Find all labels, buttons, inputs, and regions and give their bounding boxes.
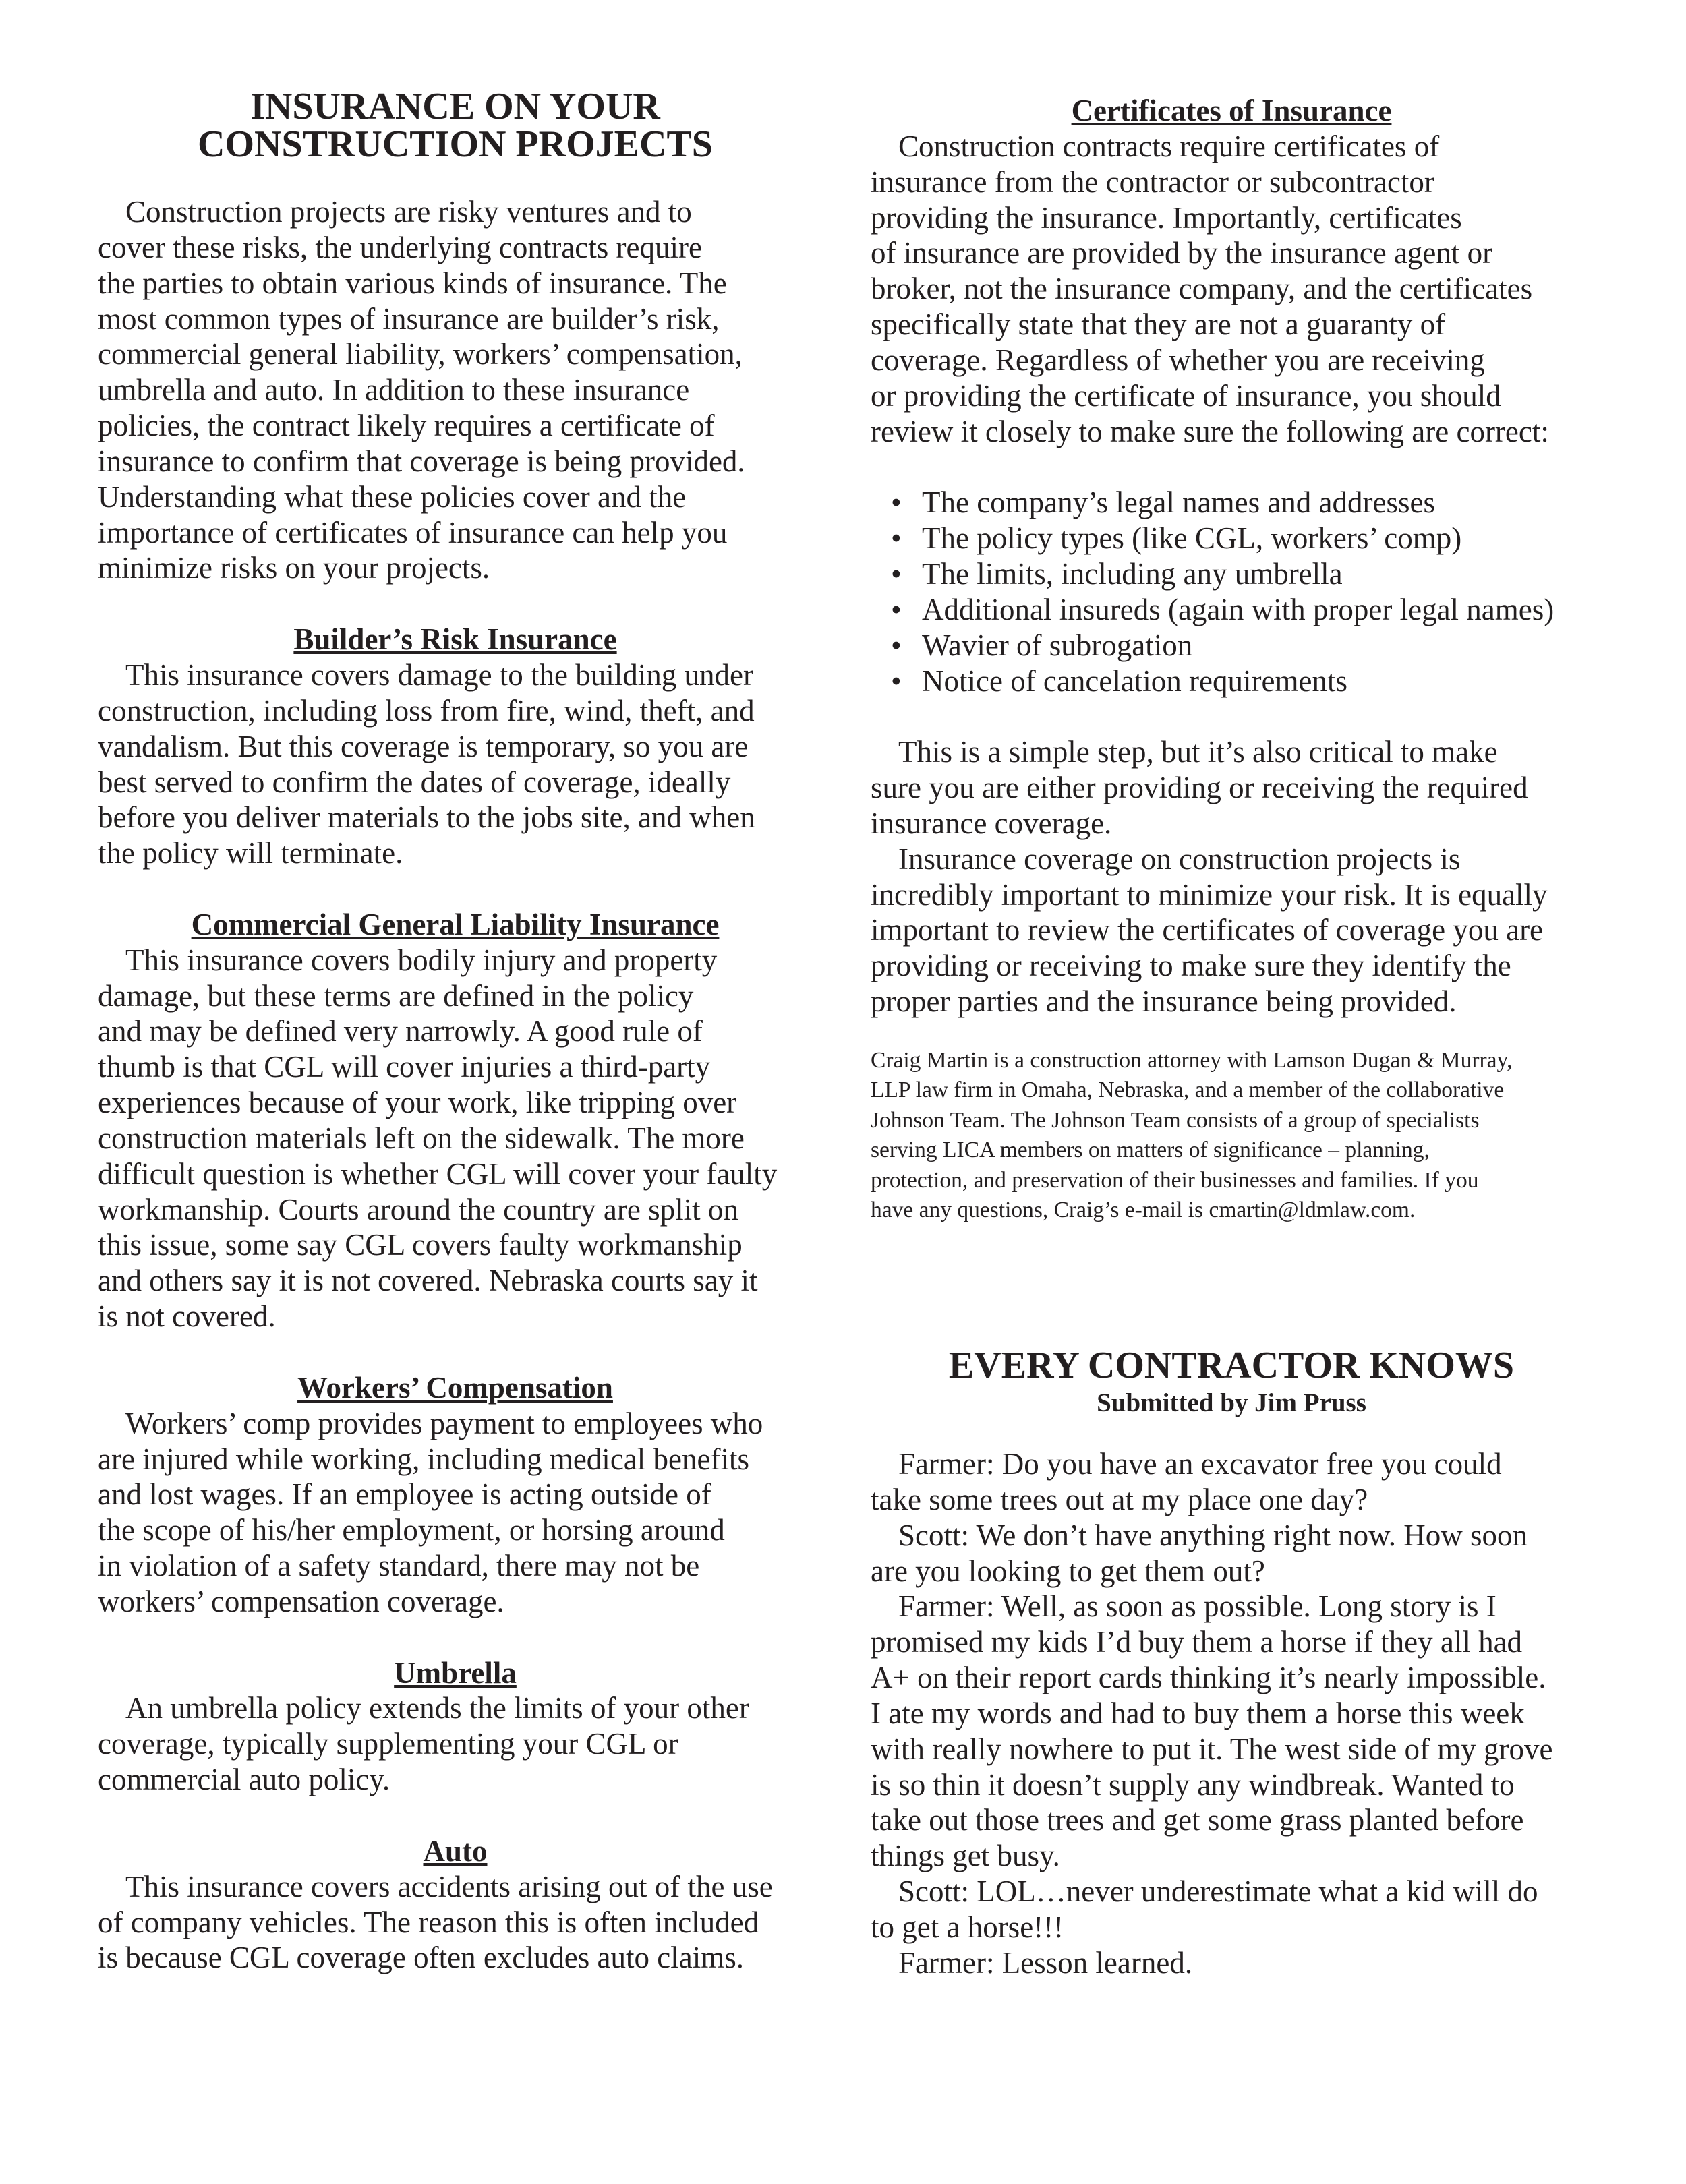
text-line: coverage. Regardless of whether you are receiving xyxy=(871,343,1485,377)
text-line: minimize risks on your projects. xyxy=(98,551,490,585)
text-line: Construction projects are risky ventures and to xyxy=(125,195,692,229)
text-line: are injured while working, including medical benefits xyxy=(98,1442,749,1476)
bio-line: LLP law firm in Omaha, Nebraska, and a member of the collaborative xyxy=(871,1078,1505,1103)
bio-line: serving LICA members on matters of significance – planning, xyxy=(871,1138,1430,1163)
text-line: insurance coverage. xyxy=(871,806,1112,840)
text-line: is not covered. xyxy=(98,1299,276,1334)
text-line: Workers’ comp provides payment to employees who xyxy=(125,1406,763,1440)
section-heading: Umbrella xyxy=(394,1655,517,1690)
text-line: construction, including loss from fire, wind, theft, and xyxy=(98,693,755,728)
text-line: Understanding what these policies cover and the xyxy=(98,479,687,514)
text-line: thumb is that CGL will cover injuries a third-party xyxy=(98,1050,711,1084)
spacer xyxy=(871,449,1592,485)
text-line: with really nowhere to put it. The west side of my grove xyxy=(871,1732,1553,1766)
bullet-text: Notice of cancelation requirements xyxy=(922,663,1347,698)
bullet-item xyxy=(871,628,1592,663)
bullet-text: Additional insureds (again with proper legal names) xyxy=(922,592,1554,626)
text-line: things get busy. xyxy=(871,1839,1060,1873)
text-line: Farmer: Well, as soon as possible. Long story is I xyxy=(898,1589,1496,1624)
author-bio xyxy=(871,1046,1626,1225)
text-line: specifically state that they are not a guaranty of xyxy=(871,307,1446,342)
text-line: before you deliver materials to the jobs site, and when xyxy=(98,800,755,835)
text-line: commercial general liability, workers’ compensation, xyxy=(98,337,743,372)
text-line: of insurance are provided by the insurance agent or xyxy=(871,236,1493,270)
text-line: sure you are either providing or receiving the required xyxy=(871,771,1528,805)
bullet-item xyxy=(871,485,1592,521)
bullet-item xyxy=(871,556,1592,592)
spacer xyxy=(98,1620,813,1655)
bullet-icon: • xyxy=(891,485,902,520)
text-line: difficult question is whether CGL will cover your faulty xyxy=(98,1156,778,1191)
text-line: is so thin it doesn’t supply any windbreak. Wanted to xyxy=(871,1767,1515,1802)
bio-line: Johnson Team. The Johnson Team consists of a group of specialists xyxy=(871,1107,1480,1133)
text-line: Scott: We don’t have anything right now. How soon xyxy=(898,1518,1528,1552)
text-line: and others say it is not covered. Nebraska courts say it xyxy=(98,1264,758,1298)
text-line: of company vehicles. The reason this is often included xyxy=(98,1905,759,1939)
text-line: are you looking to get them out? xyxy=(871,1554,1265,1588)
text-line: the scope of his/her employment, or horsing around xyxy=(98,1513,725,1547)
text-line: commercial auto policy. xyxy=(98,1763,390,1797)
text-line: Farmer: Lesson learned. xyxy=(898,1945,1193,1980)
text-line: promised my kids I’d buy them a horse if they all had xyxy=(871,1625,1523,1659)
text-line: damage, but these terms are defined in the policy xyxy=(98,978,694,1013)
section-heading: Auto xyxy=(423,1833,488,1868)
article-title-line: CONSTRUCTION PROJECTS xyxy=(198,123,713,165)
text-line: cover these risks, the underlying contracts require xyxy=(98,230,702,264)
text-line: and may be defined very narrowly. A good rule of xyxy=(98,1014,703,1049)
spacer xyxy=(98,871,813,907)
article-title-line: INSURANCE ON YOUR xyxy=(250,86,660,127)
spacer xyxy=(98,586,813,622)
bullet-icon: • xyxy=(891,628,902,662)
text-line: this issue, some say CGL covers faulty workmanship xyxy=(98,1228,743,1262)
text-line: broker, not the insurance company, and the certificates xyxy=(871,272,1533,306)
text-line: or providing the certificate of insurance, you should xyxy=(871,378,1501,413)
bullet-item xyxy=(871,663,1592,699)
text-line: take some trees out at my place one day? xyxy=(871,1482,1368,1516)
text-line: A+ on their report cards thinking it’s nearly impossible. xyxy=(871,1661,1546,1695)
spacer xyxy=(871,699,1592,734)
text-line: workers’ compensation coverage. xyxy=(98,1584,504,1618)
text-line: providing or receiving to make sure they identify the xyxy=(871,949,1511,983)
text-line: importance of certificates of insurance can help you xyxy=(98,515,728,550)
bullet-item xyxy=(871,592,1592,628)
text-line: Insurance coverage on construction projects is xyxy=(898,842,1461,876)
bullet-icon: • xyxy=(891,592,902,626)
bullet-text: The policy types (like CGL, workers’ comp) xyxy=(922,521,1462,556)
text-line: Farmer: Do you have an excavator free you could xyxy=(898,1447,1502,1481)
bullet-icon: • xyxy=(891,521,902,556)
text-line: This is a simple step, but it’s also critical to make xyxy=(898,735,1498,769)
text-line: Scott: LOL…never underestimate what a kid will do xyxy=(898,1875,1538,1909)
bullet-text: The company’s legal names and addresses xyxy=(922,485,1436,520)
text-line: vandalism. But this coverage is temporary, so you are xyxy=(98,729,749,763)
contractor-dialogue xyxy=(871,1446,1612,1981)
text-line: best served to confirm the dates of coverage, ideally xyxy=(98,765,731,799)
bio-line: have any questions, Craig’s e-mail is cmartin@ldmlaw.com. xyxy=(871,1197,1416,1222)
bullet-text: Wavier of subrogation xyxy=(922,628,1193,662)
article-left-column xyxy=(98,194,813,1976)
text-line: construction materials left on the sidewalk. The more xyxy=(98,1121,745,1155)
text-line: experiences because of your work, like tripping over xyxy=(98,1086,737,1120)
text-line: in violation of a safety standard, there may not be xyxy=(98,1549,700,1583)
section-heading: Commercial General Liability Insurance xyxy=(191,907,720,941)
section-heading: Workers’ Compensation xyxy=(297,1370,613,1405)
contractor-byline: Submitted by Jim Pruss xyxy=(1097,1388,1366,1417)
text-line: insurance from the contractor or subcontractor xyxy=(871,165,1434,199)
bullet-icon: • xyxy=(891,556,902,591)
text-line: Construction contracts require certificates of xyxy=(898,129,1440,163)
bio-line: protection, and preservation of their businesses and families. If you xyxy=(871,1167,1479,1193)
article-title xyxy=(98,88,813,163)
text-line: workmanship. Courts around the country are split on xyxy=(98,1192,738,1227)
bio-line: Craig Martin is a construction attorney with Lamson Dugan & Murray, xyxy=(871,1048,1513,1073)
text-line: This insurance covers damage to the building under xyxy=(125,657,753,692)
article-right-column xyxy=(871,93,1592,1020)
text-line: is because CGL coverage often excludes auto claims. xyxy=(98,1941,744,1975)
text-line: umbrella and auto. In addition to these insurance xyxy=(98,373,690,407)
section-heading: Certificates of Insurance xyxy=(1071,94,1392,127)
text-line: to get a horse!!! xyxy=(871,1910,1064,1944)
bullet-item xyxy=(871,521,1592,556)
section-heading: Builder’s Risk Insurance xyxy=(293,622,617,657)
text-line: This insurance covers accidents arising out of the use xyxy=(125,1869,773,1903)
text-line: I ate my words and had to buy them a horse this week xyxy=(871,1696,1525,1730)
bullet-icon: • xyxy=(891,663,902,698)
text-line: An umbrella policy extends the limits of your other xyxy=(125,1691,749,1725)
text-line: proper parties and the insurance being provided. xyxy=(871,984,1457,1019)
contractor-section-title: EVERY CONTRACTOR KNOWS xyxy=(948,1345,1515,1386)
text-line: the parties to obtain various kinds of insurance. The xyxy=(98,266,727,300)
text-line: and lost wages. If an employee is acting outside of xyxy=(98,1477,711,1512)
spacer xyxy=(98,1798,813,1833)
text-line: take out those trees and get some grass planted before xyxy=(871,1803,1524,1837)
text-line: providing the insurance. Importantly, certificates xyxy=(871,200,1462,235)
text-line: review it closely to make sure the following are correct: xyxy=(871,414,1549,448)
text-line: insurance to confirm that coverage is being provided. xyxy=(98,444,745,478)
text-line: the policy will terminate. xyxy=(98,836,403,870)
bullet-text: The limits, including any umbrella xyxy=(922,556,1343,591)
spacer xyxy=(98,1334,813,1370)
text-line: most common types of insurance are builder’s risk, xyxy=(98,301,720,336)
text-line: policies, the contract likely requires a certificate of xyxy=(98,409,715,443)
text-line: This insurance covers bodily injury and property xyxy=(125,943,718,977)
text-line: important to review the certificates of coverage you are xyxy=(871,913,1544,947)
text-line: coverage, typically supplementing your CGL or xyxy=(98,1727,678,1761)
text-line: incredibly important to minimize your risk. It is equally xyxy=(871,877,1548,912)
